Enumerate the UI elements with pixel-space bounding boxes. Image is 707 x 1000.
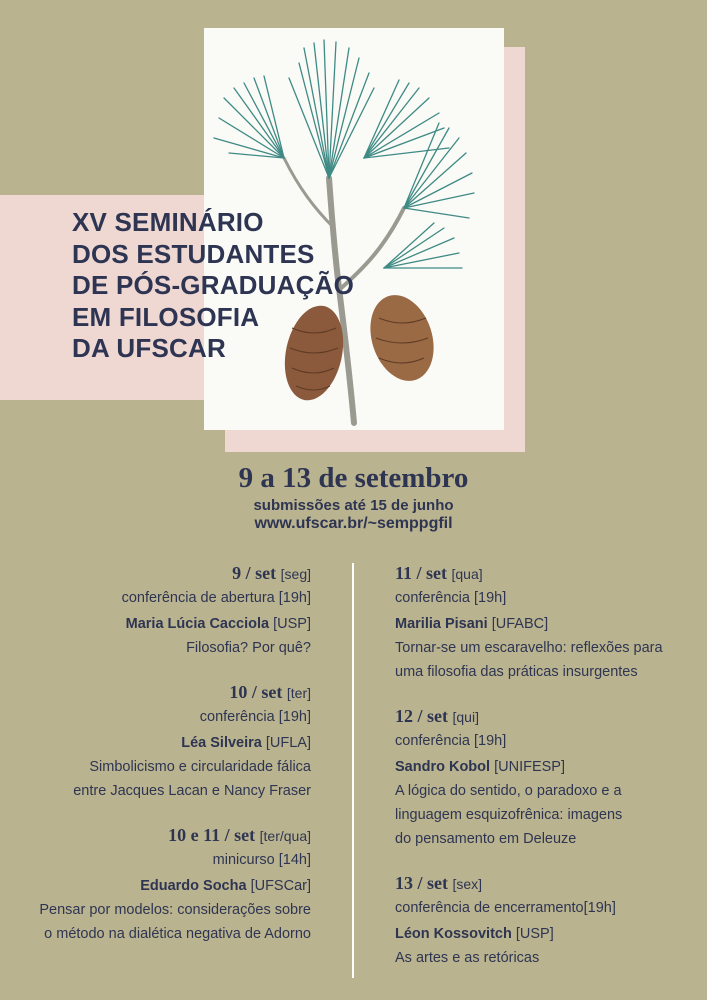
schedule-right-column [395, 561, 695, 990]
event-type: conferência [19h] [395, 733, 507, 749]
event-weekday: [qui] [452, 709, 479, 725]
speaker-name: Sandro Kobol [395, 759, 491, 775]
event-day: 10 e 11 / set [168, 825, 256, 845]
title-line: DE PÓS-GRADUAÇÃO [72, 270, 354, 300]
speaker-name: Marilia Pisani [395, 616, 488, 632]
schedule-event [11, 561, 311, 660]
schedule-event [11, 823, 311, 946]
talk-title: Simbolicismo e circularidade fálica [89, 759, 311, 775]
event-day: 11 / set [395, 563, 447, 583]
speaker-name: Eduardo Socha [140, 878, 247, 894]
speaker-institution: [UFABC] [491, 616, 549, 632]
event-title [72, 207, 354, 365]
talk-title: A lógica do sentido, o paradoxo e a [395, 783, 622, 799]
event-weekday: [ter/qua] [259, 828, 311, 844]
event-weekday: [qua] [451, 566, 483, 582]
title-line: DOS ESTUDANTES [72, 238, 315, 269]
speaker-name: Maria Lúcia Cacciola [125, 616, 270, 632]
website-link[interactable]: www.ufscar.br/~semppgfil [254, 515, 453, 532]
talk-title: Filosofia? Por quê? [186, 640, 311, 656]
talk-title: As artes e as retóricas [395, 950, 540, 966]
event-type: minicurso [14h] [212, 852, 311, 868]
title-line: EM FILOSOFIA [72, 301, 260, 332]
schedule-event [395, 561, 695, 684]
event-weekday: [seg] [280, 566, 311, 582]
title-line: XV SEMINÁRIO [72, 207, 264, 237]
event-type: conferência [19h] [395, 590, 507, 606]
column-divider [352, 563, 354, 978]
speaker-institution: [UNIFESP] [494, 759, 565, 775]
speaker-name: Léon Kossovitch [395, 926, 512, 942]
talk-title: linguagem esquizofrênica: imagens [395, 807, 623, 823]
event-type: conferência [19h] [199, 709, 311, 725]
event-day: 10 / set [229, 682, 283, 702]
talk-title: uma filosofia das práticas insurgentes [395, 664, 638, 680]
speaker-institution: [USP] [515, 926, 554, 942]
talk-title: Tornar-se um escaravelho: reflexões para [395, 640, 663, 656]
event-type: conferência de abertura [19h] [121, 590, 311, 606]
event-weekday: [ter] [286, 685, 311, 701]
speaker-institution: [USP] [273, 616, 311, 632]
schedule-left-column [11, 561, 311, 966]
title-line: DA UFSCAR [72, 333, 226, 363]
talk-title: o método na dialética negativa de Adorno [44, 926, 311, 942]
event-day: 13 / set [395, 873, 448, 893]
submission-deadline: submissões até 15 de junho [253, 497, 454, 514]
event-day: 9 / set [232, 563, 277, 583]
speaker-name: Léa Silveira [181, 735, 262, 751]
event-day: 12 / set [395, 706, 448, 726]
event-weekday: [sex] [452, 876, 483, 892]
schedule-event [395, 704, 695, 851]
event-type: conferência de encerramento[19h] [395, 900, 616, 916]
talk-title: Pensar por modelos: considerações sobre [39, 902, 311, 918]
speaker-institution: [UFLA] [265, 735, 311, 751]
event-dates: 9 a 13 de setembro [238, 462, 469, 494]
talk-title: do pensamento em Deleuze [395, 831, 577, 847]
schedule-event [11, 680, 311, 803]
talk-title: entre Jacques Lacan e Nancy Fraser [73, 783, 311, 799]
speaker-institution: [UFSCar] [250, 878, 311, 894]
schedule-event [395, 871, 695, 970]
